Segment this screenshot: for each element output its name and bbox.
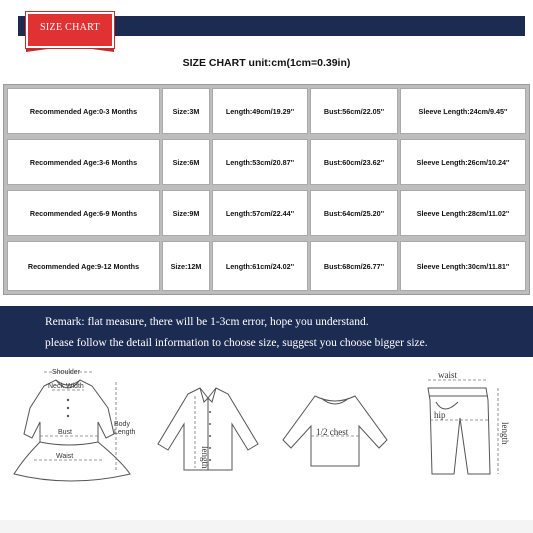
- shoulder-label: Shoulder: [52, 369, 81, 376]
- badge-label: SIZE CHART: [40, 22, 100, 33]
- page-title: SIZE CHART unit:cm(1cm=0.39in): [182, 57, 351, 69]
- remark-line-2: please follow the detail information to choose size, suggest you choose bigger size.: [45, 337, 428, 349]
- cell-sleeve: Sleeve Length:30cm/11.81'': [400, 241, 526, 291]
- size-table: [3, 84, 530, 295]
- waist-label: Waist: [56, 453, 74, 460]
- cell-sleeve: Sleeve Length:24cm/9.45'': [400, 88, 526, 134]
- remark-banner: [0, 306, 533, 357]
- bust-label: Bust: [58, 429, 73, 436]
- shirt-illustration: [148, 362, 268, 492]
- pants-waist-label: waist: [438, 370, 457, 380]
- cell-bust: Bust:56cm/22.05'': [310, 88, 398, 134]
- half-chest-label: 1/2 chest: [316, 427, 349, 437]
- pants-hip-label: hip: [434, 410, 446, 420]
- cell-size: Size:6M: [162, 139, 210, 185]
- cell-age: Recommended Age:3-6 Months: [7, 139, 160, 185]
- cell-length: Length:57cm/22.44'': [212, 190, 308, 236]
- remark-line-1: Remark: flat measure, there will be 1-3cm error, hope you understand.: [45, 316, 369, 328]
- cell-length: Length:49cm/19.29'': [212, 88, 308, 134]
- dress-illustration: [4, 362, 144, 492]
- cell-age: Recommended Age:9-12 Months: [7, 241, 160, 291]
- pants-measure-diagram: [410, 362, 522, 492]
- shirt-measure-diagram: [148, 362, 268, 492]
- size-chart-badge: [26, 12, 114, 48]
- sweater-illustration: [275, 362, 395, 492]
- sweater-measure-diagram: [275, 362, 395, 492]
- pants-illustration: [410, 362, 522, 492]
- cell-bust: Bust:60cm/23.62'': [310, 139, 398, 185]
- cell-bust: Bust:68cm/26.77'': [310, 241, 398, 291]
- length-label: Length: [114, 429, 136, 436]
- cell-sleeve: Sleeve Length:28cm/11.02'': [400, 190, 526, 236]
- cell-size: Size:3M: [162, 88, 210, 134]
- cell-sleeve: Sleeve Length:26cm/10.24'': [400, 139, 526, 185]
- cell-length: Length:61cm/24.02'': [212, 241, 308, 291]
- footer-strip: [0, 520, 533, 533]
- body-label: Body: [114, 421, 130, 428]
- pants-length-label: length: [500, 422, 510, 445]
- dress-measure-diagram: [4, 362, 144, 492]
- cell-length: Length:53cm/20.87'': [212, 139, 308, 185]
- neck-width-label: Neck Width: [48, 383, 84, 390]
- shirt-length-label: length: [200, 446, 210, 469]
- cell-size: Size:12M: [162, 241, 210, 291]
- cell-age: Recommended Age:6-9 Months: [7, 190, 160, 236]
- cell-bust: Bust:64cm/25.20'': [310, 190, 398, 236]
- cell-age: Recommended Age:0-3 Months: [7, 88, 160, 134]
- cell-size: Size:9M: [162, 190, 210, 236]
